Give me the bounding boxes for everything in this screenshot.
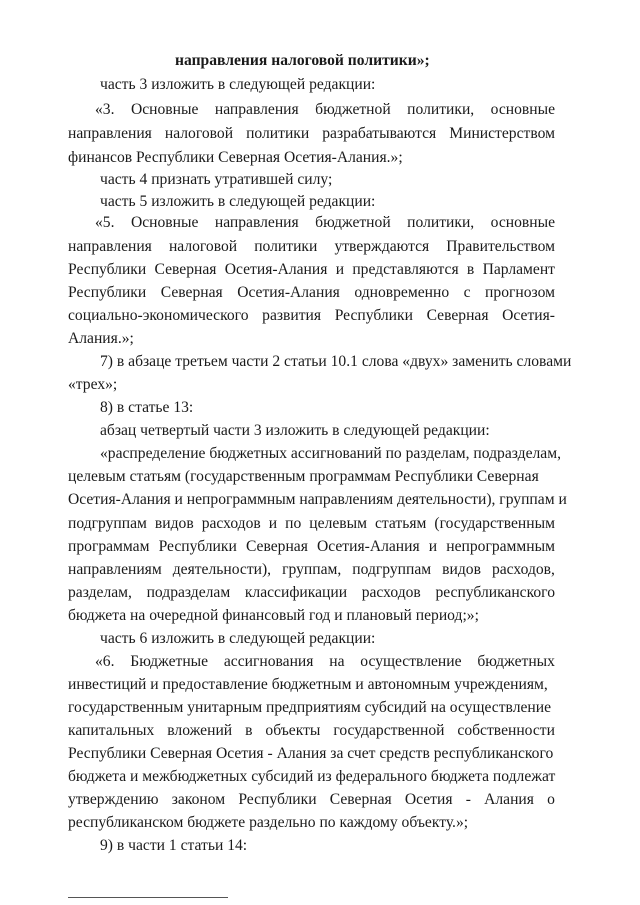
word: группам,: [282, 561, 342, 578]
word: Республики: [158, 538, 237, 555]
word: видов: [154, 515, 194, 532]
word: прогнозом: [485, 284, 555, 301]
word: с: [463, 284, 471, 301]
word: направления: [214, 101, 299, 118]
word: «3.: [95, 101, 115, 118]
word: направления: [68, 125, 152, 142]
footnote-divider: [68, 897, 228, 898]
paragraph-line: 9) в части 1 статьи 14:: [100, 837, 248, 854]
word: направления: [214, 214, 299, 231]
word: бюджетной: [315, 214, 391, 231]
word: бюджетной: [315, 101, 391, 118]
word: Министерством: [449, 125, 555, 142]
word: Северная: [160, 284, 223, 301]
word: Осетия-: [502, 307, 555, 324]
word: в: [245, 722, 253, 739]
word: основные: [490, 214, 555, 231]
word: законом: [171, 791, 226, 808]
word: политики: [246, 125, 310, 142]
justified-line: [95, 100, 555, 120]
word: налоговой: [164, 125, 234, 142]
paragraph-line: бюджета на очередной финансовый год и плановый период;»;: [68, 607, 479, 624]
word: республиканского: [435, 584, 555, 601]
word: подгруппам: [352, 561, 432, 578]
paragraph-line: Алания.»;: [68, 330, 134, 347]
justified-line: [68, 283, 555, 303]
word: развития: [262, 307, 322, 324]
word: политики,: [407, 214, 475, 231]
word: капитальных: [68, 722, 155, 739]
paragraph-line: часть 5 изложить в следующей редакции:: [100, 193, 376, 210]
word: видов: [442, 561, 481, 578]
word: утверждаются: [334, 238, 430, 255]
word: Основные: [130, 101, 199, 118]
word: политики: [254, 238, 318, 255]
justified-line: [68, 583, 555, 603]
paragraph-line: финансов Республики Северная Осетия-Алания.»;: [68, 149, 403, 166]
word: деятельности),: [172, 561, 272, 578]
word: утверждению: [68, 791, 159, 808]
paragraph-line: целевым статьям (государственным программам Республики Северная: [68, 468, 539, 485]
paragraph-line: Республики Северная Осетия - Алания за счет средств республиканского: [68, 745, 554, 762]
paragraph-line: часть 4 признать утратившей силу;: [100, 171, 333, 188]
paragraph-line: государственным унитарным предприятиям субсидий на осуществление: [68, 699, 552, 716]
word: расходов: [361, 584, 421, 601]
justified-line: [68, 237, 555, 257]
word: Северная: [154, 261, 217, 278]
word: «6.: [95, 653, 115, 670]
word: на: [329, 653, 345, 670]
word: расходов,: [491, 561, 555, 578]
word: непрограммным: [446, 538, 555, 555]
justified-line: [68, 721, 555, 741]
word: Алания: [484, 791, 534, 808]
justified-line: [68, 560, 555, 580]
word: Северная: [245, 538, 308, 555]
word: объекты: [265, 722, 321, 739]
word: классификации: [244, 584, 348, 601]
justified-line: [68, 124, 555, 144]
paragraph-line: часть 3 изложить в следующей редакции:: [100, 76, 376, 93]
paragraph-line: республиканском бюджете раздельно по каждому объекту.»;: [68, 814, 469, 831]
word: (государственным: [434, 515, 555, 532]
word: Республики: [68, 261, 147, 278]
justified-line: [95, 652, 555, 672]
word: и: [335, 261, 345, 278]
justified-line: [68, 537, 555, 557]
word: основные: [490, 101, 555, 118]
word: бюджетных: [477, 653, 555, 670]
paragraph-line: часть 6 изложить в следующей редакции:: [100, 630, 376, 647]
word: и: [268, 515, 278, 532]
paragraph-line: абзац четвертый части 3 изложить в следующей редакции:: [100, 422, 490, 439]
paragraph-line: «трех»;: [68, 376, 118, 393]
word: Осетия-Алания: [224, 261, 328, 278]
word: налоговой: [168, 238, 238, 255]
word: одновременно: [354, 284, 450, 301]
word: в: [466, 261, 475, 278]
word: Северная: [426, 307, 489, 324]
word: целевым: [309, 515, 367, 532]
word: Республики: [238, 791, 317, 808]
paragraph-line: 7) в абзаце третьем части 2 статьи 10.1 слова «двух» заменить словами: [100, 353, 572, 370]
word: направления: [68, 238, 152, 255]
word: ассигнования: [223, 653, 314, 670]
word: разрабатываются: [322, 125, 437, 142]
word: Осетия-Алания: [317, 538, 420, 555]
word: о: [547, 791, 555, 808]
word: и: [428, 538, 438, 555]
word: программам: [68, 538, 150, 555]
word: социально-экономического: [68, 307, 249, 324]
justified-line: [95, 213, 555, 233]
paragraph-line: инвестиций и предоставление бюджетным и автономным учреждениям,: [68, 676, 548, 693]
word: Республики: [68, 284, 147, 301]
word: собственности: [457, 722, 555, 739]
paragraph-line: 8) в статье 13:: [100, 399, 194, 416]
word: вложений: [167, 722, 233, 739]
justified-line: [68, 260, 555, 280]
word: осуществление: [360, 653, 462, 670]
word: статьям: [374, 515, 427, 532]
word: «5.: [95, 214, 115, 231]
word: государственной: [333, 722, 445, 739]
justified-line: [68, 306, 555, 326]
word: Правительством: [446, 238, 555, 255]
word: представляются: [352, 261, 459, 278]
word: Парламент: [482, 261, 555, 278]
word: разделам,: [68, 584, 132, 601]
word: подразделам: [146, 584, 231, 601]
word: Республики: [334, 307, 413, 324]
word: политики,: [407, 101, 475, 118]
word: расходов: [201, 515, 261, 532]
word: подгруппам: [68, 515, 147, 532]
paragraph-line: бюджета и межбюджетных субсидий из федерального бюджета подлежат: [68, 768, 556, 785]
page-heading-continuation: направления налоговой политики»;: [175, 52, 430, 69]
justified-line: [68, 790, 555, 810]
word: Основные: [130, 214, 199, 231]
word: Осетия: [404, 791, 453, 808]
paragraph-line: Осетия-Алания и непрограммным направлениям деятельности), группам и: [68, 491, 567, 508]
word: Северная: [329, 791, 392, 808]
justified-line: [68, 514, 555, 534]
word: -: [465, 791, 471, 808]
word: Осетия-Алания: [237, 284, 340, 301]
word: по: [285, 515, 302, 532]
word: Бюджетные: [130, 653, 209, 670]
word: направлениям: [68, 561, 162, 578]
paragraph-line: «распределение бюджетных ассигнований по разделам, подразделам,: [100, 445, 561, 462]
